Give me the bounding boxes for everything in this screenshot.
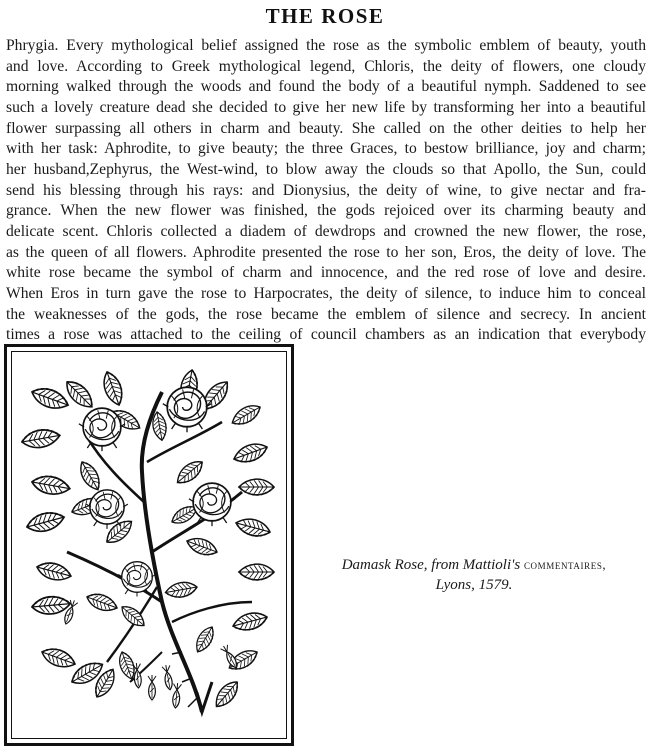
caption-title: Damask Rose, from Mattioli's [341, 557, 521, 573]
rose-branch-icon [12, 352, 286, 738]
body-line: When Eros in turn gave the rose to Harpocrates, the deity of silence, to induce him to conceal [6, 284, 646, 302]
figure-caption [300, 555, 648, 595]
caption-line-2: Lyons, 1579. [435, 577, 513, 593]
body-line: with her task: Aphrodite, to give beauty; the three Graces, to bestow brilliance, joy and charm; [6, 140, 646, 158]
body-line: such a lovely creature dead she decided to give her new life by transforming her into a beautiful [6, 98, 646, 116]
body-line: the weaknesses of the gods, the rose became the emblem of silence and secrecy. In ancient [6, 305, 646, 323]
body-line: and love. According to Greek mythological legend, Chloris, the deity of flowers, one cloudy [6, 57, 646, 75]
page-title: THE ROSE [265, 4, 385, 28]
caption-line-1 [300, 555, 648, 575]
body-line: her husband,Zephyrus, the West-wind, to blow away the clouds so that Apollo, the Sun, could [6, 160, 646, 178]
body-line: as the queen of all flowers. Aphrodite presented the rose to her son, Eros, the deity of love. The [6, 243, 646, 261]
body-line: morning walked through the woods and found the body of a beautiful nymph. Saddened to see [6, 78, 646, 96]
body-line: Phrygia. Every mythological belief assigned the rose as the symbolic emblem of beauty, youth [6, 37, 646, 54]
rose-woodcut-illustration [11, 351, 287, 739]
rose-woodcut-frame [4, 344, 294, 746]
body-line: send his blessing through his rays: and Dionysius, the deity of wine, to give nectar and fra- [6, 181, 646, 199]
body-text [6, 36, 646, 346]
body-line: delicate scent. Chloris collected a diadem of dewdrops and crowned the new flower, the rose, [6, 222, 646, 240]
caption-source: commentaires, [523, 557, 607, 572]
body-line: times a rose was attached to the ceiling of council chambers as an indication that everybody [6, 326, 646, 344]
body-line: flower surpassing all others in charm and beauty. She called on the other deities to help her [6, 119, 646, 137]
body-line: white rose became the symbol of charm and innocence, and the red rose of love and desire. [6, 264, 646, 282]
body-line: grance. When the new flower was finished, the gods rejoiced over its charming beauty and [6, 202, 646, 220]
